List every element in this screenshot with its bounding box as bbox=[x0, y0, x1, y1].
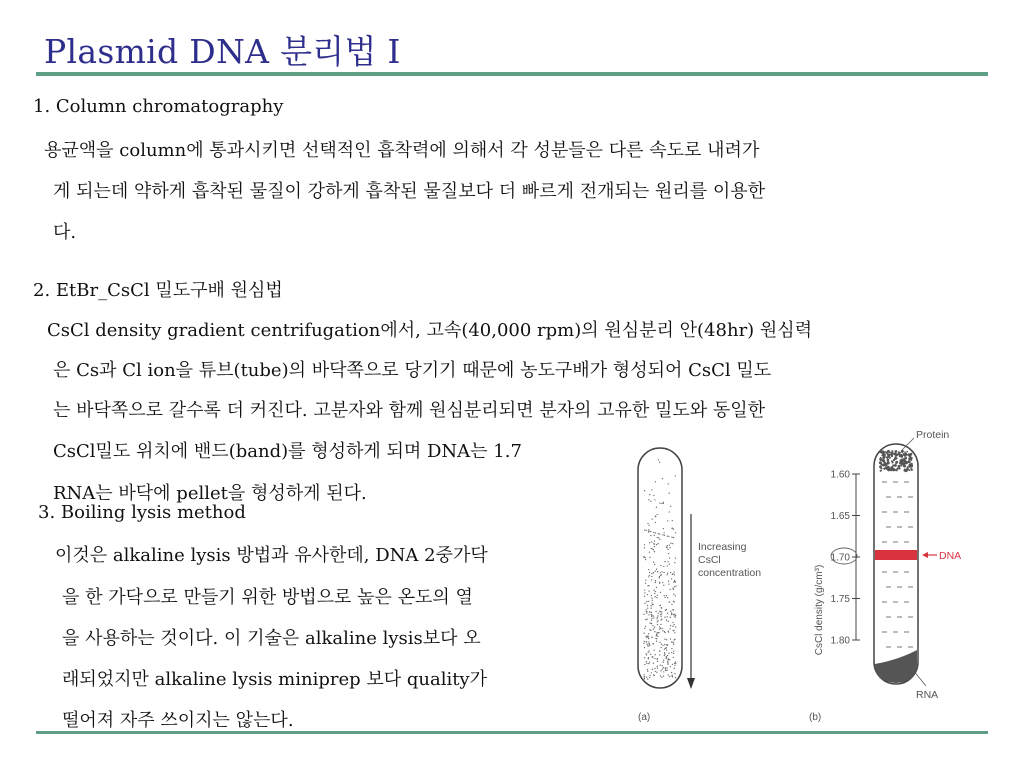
panel-a-label: (a) bbox=[638, 712, 651, 723]
section1-heading: 1. Column chromatography bbox=[33, 96, 284, 117]
density-tick-label: 1.60 bbox=[830, 469, 850, 481]
section2-heading: 2. EtBr_CsCl 밀도구배 원심법 bbox=[33, 280, 283, 301]
dna-label: DNA bbox=[939, 550, 962, 562]
tube-a bbox=[638, 448, 682, 688]
section2-line-2: 은 Cs과 Cl ion을 튜브(tube)의 바닥쪽으로 당기기 때문에 농도구배가 형성되어 CsCl 밀도 bbox=[53, 360, 772, 381]
panel-b-label: (b) bbox=[809, 712, 822, 723]
density-axis bbox=[831, 470, 860, 647]
density-tick-label: 1.65 bbox=[830, 511, 850, 522]
slide-title: Plasmid DNA 분리법 I bbox=[44, 32, 401, 71]
density-tick-label: 1.70 bbox=[830, 552, 850, 564]
density-tick-label: 1.75 bbox=[830, 594, 850, 605]
arrow-label-line-3: concentration bbox=[698, 567, 762, 579]
section1-line-1: 용균액을 column에 통과시키면 선택적인 흡착력에 의해서 각 성분들은 다른 속도로 내려가 bbox=[44, 140, 760, 161]
section3-line-3: 을 사용하는 것이다. 이 기술은 alkaline lysis보다 오 bbox=[62, 628, 481, 649]
section3-line-5: 떨어져 자주 쓰이지는 않는다. bbox=[62, 710, 294, 731]
section3-heading: 3. Boiling lysis method bbox=[38, 502, 246, 523]
arrow-label-line-1: Increasing bbox=[698, 541, 747, 553]
footer-divider bbox=[36, 731, 988, 734]
rna-label: RNA bbox=[916, 689, 939, 701]
density-axis-label: CsCl density (g/cm³) bbox=[814, 564, 825, 656]
dna-band bbox=[875, 550, 917, 560]
density-tick-label: 1.80 bbox=[830, 635, 850, 647]
section2-line-3: 는 바닥쪽으로 갈수록 더 커진다. 고분자와 함께 원심분리되면 분자의 고유한 밀도와 동일한 bbox=[53, 400, 766, 421]
tube-b bbox=[874, 444, 918, 684]
section2-line-5: RNA는 바닥에 pellet을 형성하게 된다. bbox=[53, 483, 367, 504]
section2-line-1: CsCl density gradient centrifugation에서, 고속(40,000 rpm)의 원심분리 안(48hr) 원심력 bbox=[47, 320, 813, 341]
title-divider bbox=[36, 72, 988, 76]
protein-label: Protein bbox=[916, 429, 950, 441]
gradient-arrow bbox=[687, 514, 695, 689]
section3-line-1: 이것은 alkaline lysis 방법과 유사한데, DNA 2중가닥 bbox=[55, 545, 488, 566]
section1-line-2: 게 되는데 약하게 흡착된 물질이 강하게 흡착된 물질보다 더 빠르게 전개되는 원리를 이용한 bbox=[53, 181, 766, 202]
section3-line-2: 을 한 가닥으로 만들기 위한 방법으로 높은 온도의 열 bbox=[62, 587, 473, 608]
section3-line-4: 래되었지만 alkaline lysis miniprep 보다 quality가 bbox=[62, 669, 487, 690]
section2-line-4: CsCl밀도 위치에 밴드(band)를 형성하게 되며 DNA는 1.7 bbox=[53, 441, 522, 462]
section1-line-3: 다. bbox=[53, 222, 77, 243]
arrow-label-line-2: CsCl bbox=[698, 554, 721, 566]
cscl-gradient-figure bbox=[632, 424, 972, 724]
